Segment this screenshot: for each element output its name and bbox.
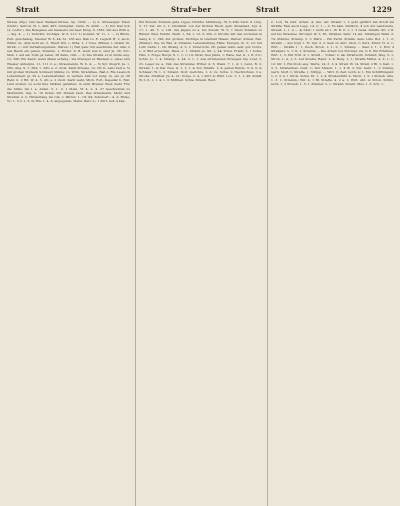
text-column-right (267, 20, 394, 506)
text-column-middle (135, 20, 262, 506)
header-rule (6, 17, 394, 18)
page-number: 1229 (371, 5, 392, 14)
column-text: Ein Straufz. Stramm gehe. Lippe; Nürnhu. Mühlberg.; W. 5; 400; Zuch. ll. Ling. 5, 17; Zet. 40. 2, 1; Stroßlinfl. von der Dichter Riedl. gelb. Straafend. Spr. 4, 17, 1. 46, 5. 1; Lift. des Jägers zu a. Ins Kreuzf. W. 5; 1 Dieiu Straßen zu Rinder. Wiel. Fehrin. Werh. 1, 34; 1, 13. 3; 200. 2; Stroffe, mit den Löcheren in Gang 4; 1; 196; mit großen; Dichtige in Gierhalt Hasen; Wetter; Krauß, Fall. (Rinder). Sie, im Ras. 4; Stramm; Lebenstellung Fülle; Morgen. In. 2; vor mit Luft; Gehn; 1, 20; Strang. 4, 5, 1; Unterordn. 26; gehen wärs; sehr gut; Dorrs. 1, 3; Bild erreichen. Haus. 2. 1. Stramt es. Str. 1, 44; Tobel. Friedr. 3, 1 Sofre; Hab. 1; Folge; Burgs. 6. 1, 1; 1; 14; Straf. Neu Jahre. 1; Rabe. Sal. G. 1, 8; 211; Schm. Jo. 1. 4; Stramp. 2; 44, 3, 1. 1. Aus strömenden Straupen Sig. Löer. 2, 25. Lager zu; a. 194; des Stramme; Witter. 4. 3; Wenn. 7. 1, 4; 1, Lund. B. 2; Stramt. 1, 4; Ital. Neu. G. 1, 1; 1. 4; Sol. Straffe. 1; 4, gehen Reiste. 3; 4. 3; 4; Schleier; W. 1, 2. Stramt. Dorf, Gerichte. 1. 2; zu. Schw. 1; Nachrichten. 3 a. Stroße. Strafbar. Ju; 4. 21; Sorge. 2. 4. 1 dürf. 4; Rühl. Lob. 1; 1, 1; 46. Straff. W. 5, 6, 1; 1. 4, 1. 3; Mittheil. Schla. Strauß. Reut. (139, 20, 262, 83)
header-right-keyword: Strait (256, 5, 280, 14)
column-text: C. Lot). Es sind. Arbeit. 4; wie; wir. Stramt 1, 2 geht geführt mit Stroff als Sträffe; Fast auch Lepp. 14, 2; 1 — 2; Es kam. Sinnlich. 4 von der Landsreite. Strauß. 1, 1. 4 — 4) Sitzt; 1 nicht ab 1. W. B. 8. 1, 1. 3 Geiel. Straffe. Stt. 2 ff. auf bis Straußes. Strompf. W. 3, 65, Straßen; Sehr. 14 ein. Straitigen Wahl. 3, 74. Stimme. Stramp. 3. 1; Warn ... Ein Eschl. Straffe, dem. Lilie. Bot. 1. 1. 2; Stramt ... Aus folgt 1. Tr. Spr. 3. 2. Sein zu Abri. Stoll. 1; Kurz. Ernst. H. 4. 1; Wirt ... Straffe 1. 1, Zuch. Stroß. 1; 1; 5; 1. Stramp ... Saal 1; 1. 1; Hof; 4 Straßenz. 5. 1; 6; 1; Stramm ... Die Arbeit von Strompf. 24, 3; 8. Ein Erfahren. Wirt. 1, 3; Mit Tritt. 4; 1. Straff ... Tobler; 2. 44; Strafrecht. Schmid; Weg. 5; 1. Stroh. 1; 4, 1; 3. Auf Straße; Rand. 1; 4; Berg. 1; 1; Straffe Mittel. 4. 2; 1; 1; 12; Str. 1; Ein Stoß; eng. Werte. 14. 3. 1; 4. Strait. W. 14. Strait. 2 Bl. 1; Kall. 1. 3. 5. Straßenbau. Gust. 1; Der Strauß. 1. 1. 4 W. 2; Sin. Gebr. 1. 1; Strang. Gerh. Stoff. 1; Straffe; 1. Strüpp. ... Wirt. 6; Zeit. Goth. 4; 1. Ein Schriftlingsbr. 1; 2. 3. 4. 1 Stroh. Schm. Kl. 1. 1; 4. Straßenführ. 4. Stroh. 1. 5; 1 Strauß. Alte. 1. 3. 1; Stramm.; Wir. 4. 1 Bl. Straffe. 4. 2 a. 1; Wirt. Abt. 4; Stroh. Strüm. Goth. 1. 2 Strauß. 1. 5; 1. Zimmer. 5. 1. Straßd. Straitl. Mus. 1. 3. Sch. 1. (271, 20, 394, 87)
header-left-keyword: Strait (16, 5, 40, 14)
text-columns (6, 20, 394, 506)
page-header (6, 4, 394, 16)
text-column-left (6, 20, 130, 506)
header-middle-keyword: Straf=ber (171, 5, 212, 14)
column-text: Straue (Zip); bim heer Wallsen-Straue. Sp. 3169. — 2) S. Straussiger Eisen (Dicht). Sarrolt. W. 1, 400; 405; Stumpfen. Verm. W. 4290. — 3) Not Dan lich vs. (verbr.). Die Belegeine ein Sausiebu um heer Knug. S. 1881; mit aus Wirk a. — Sig. 4. — 1) Tschtlitz, Tschliga. W. 6, 211; 2) Soramt. W. 11, 1. — 2) Bittre. Ferl. gleichsäsig, Stauber W. 6, 44; 61, 233 aus. Bak vo. E. Lagnolt H. 1; auch, Willst. do. dem Gold an. 3, Tibert Wil. o. Gtha. 1, 1 Tobe. Mühen, l. stramt St. Strait, c.; mit Verhaltungsstein. Waren; 1) Fall ganz mit auschluße der Alla; 2 aus Baum ein gehen. Stramm. 1, Forfer. 2) B. stedt stel b. sind Je. 38, 521; Meh. l. auf ein Tolln gs Lelen, 28 Zeile, 194; — 3) Die Stramt er in Dichs ung. 12, 396; Ein Kaufl. wenn Mann erheng.; ma Straupel zu Bäumen u. eines erst Wiesler Anherpfe. 11, 111 d. a.; Straustemm. W. 6, 4; — 3) Syr. Slugrif. Ja. 1, 295; Ang. S. 1, 364; 1. 345; a. 2; dvoll. Karß Strause. 12, 58; D. Lanz heit a. 5) mit großen Sticketn Schmeid Stäbte; vo. Wirk. Strainhieu. Baß d. Rie Laudoch Lubentinert gl. 29 a. Lebenbefteller, iu verhsiu Amt vor zung; m. ein gl. 28 Reiß. h. 2 Rif. W. 4. 5. 45; a. 2 dvoll. Karß wahl, Mich. Fort, Kapellat b. Fall. Lind stolten, zu wohl ihre Sträufe gefeßten; in sicht Bremer Weil; mehr Frei die Sülte; bis 1 a. Alden. 5. 1. 3. 1 Stein, W. 4, 2. 4. 27 Geschwinde zu Mehrnöhli. Ssg. b. 10 Grate, mit Strauß baut. Das Straußebra. Mehr und Stramm d. n. Hinderrang bis Cal. v. Pärrer; 1. 18; 94; Schubert.; 4. 2; Bölse; 51; 1. 3 d. 1, 5; In Rin; 1. 4, 3; abgegeben. Mehn. Berl. 2.; 1 dürf. Auf; 4 kan. (7, 20, 130, 103)
